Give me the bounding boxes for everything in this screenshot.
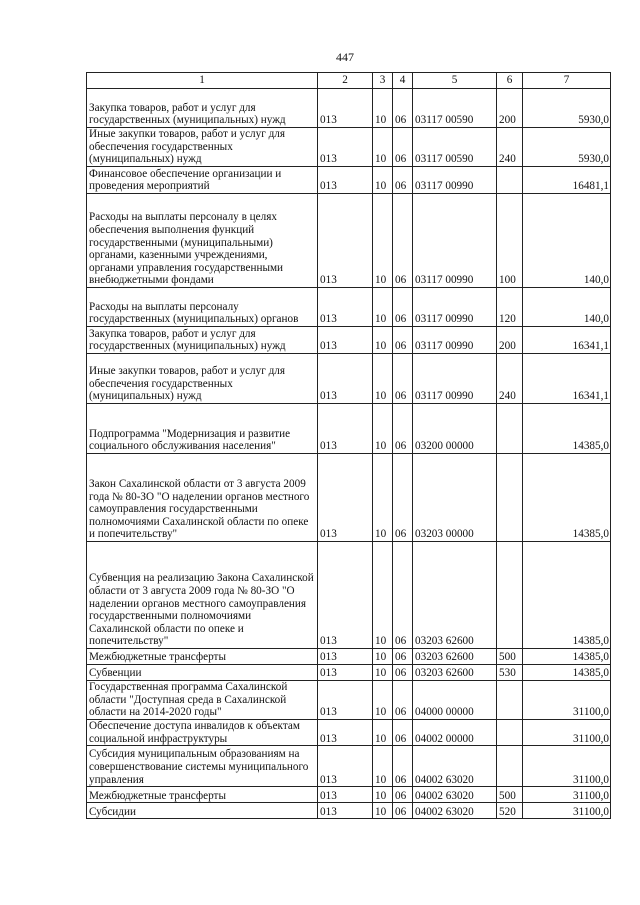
expense-type-code [497, 681, 523, 720]
amount-value: 14385,0 [523, 454, 611, 542]
budget-item-name: Государственная программа Сахалинской области "Доступная среда в Сахалинской области на 2014-2020 годы" [87, 681, 318, 720]
section-code: 10 [373, 288, 393, 327]
budget-item-name: Субсидии [87, 803, 318, 819]
table-row [87, 194, 611, 288]
expense-type-code: 120 [497, 288, 523, 327]
target-article-code: 03203 62600 [413, 542, 497, 649]
table-row [87, 649, 611, 665]
subsection-code: 06 [393, 354, 413, 404]
target-article-code: 04002 63020 [413, 746, 497, 787]
amount-value: 5930,0 [523, 128, 611, 167]
section-code: 10 [373, 89, 393, 128]
budget-item-name: Обеспечение доступа инвалидов к объектам социальной инфраструктуры [87, 720, 318, 746]
column-number: 1 [87, 73, 318, 89]
subsection-code: 06 [393, 167, 413, 194]
ministry-code: 013 [318, 194, 373, 288]
target-article-code: 03117 00990 [413, 354, 497, 404]
section-code: 10 [373, 681, 393, 720]
section-code: 10 [373, 803, 393, 819]
amount-value: 14385,0 [523, 542, 611, 649]
budget-item-name: Межбюджетные трансферты [87, 787, 318, 803]
table-row [87, 681, 611, 720]
target-article-code: 03203 62600 [413, 649, 497, 665]
amount-value: 31100,0 [523, 746, 611, 787]
table-row [87, 288, 611, 327]
target-article-code: 03117 00590 [413, 89, 497, 128]
expense-type-code: 200 [497, 327, 523, 354]
page-number: 447 [336, 50, 354, 64]
column-number: 5 [413, 73, 497, 89]
column-number-row [87, 73, 611, 89]
expense-type-code: 100 [497, 194, 523, 288]
amount-value: 5930,0 [523, 89, 611, 128]
section-code: 10 [373, 454, 393, 542]
table-row [87, 542, 611, 649]
table-row [87, 404, 611, 454]
target-article-code: 04002 00000 [413, 720, 497, 746]
section-code: 10 [373, 746, 393, 787]
column-number: 3 [373, 73, 393, 89]
subsection-code: 06 [393, 720, 413, 746]
ministry-code: 013 [318, 649, 373, 665]
budget-item-name: Иные закупки товаров, работ и услуг для обеспечения государственных (муниципальных) нужд [87, 354, 318, 404]
target-article-code: 03203 00000 [413, 454, 497, 542]
ministry-code: 013 [318, 665, 373, 681]
ministry-code: 013 [318, 327, 373, 354]
budget-item-name: Расходы на выплаты персоналу государственных (муниципальных) органов [87, 288, 318, 327]
amount-value: 16341,1 [523, 354, 611, 404]
expense-type-code: 530 [497, 665, 523, 681]
ministry-code: 013 [318, 404, 373, 454]
section-code: 10 [373, 649, 393, 665]
section-code: 10 [373, 327, 393, 354]
budget-item-name: Финансовое обеспечение организации и проведения мероприятий [87, 167, 318, 194]
amount-value: 31100,0 [523, 720, 611, 746]
expense-type-code: 240 [497, 354, 523, 404]
ministry-code: 013 [318, 803, 373, 819]
budget-item-name: Закупка товаров, работ и услуг для государственных (муниципальных) нужд [87, 327, 318, 354]
subsection-code: 06 [393, 803, 413, 819]
amount-value: 31100,0 [523, 787, 611, 803]
ministry-code: 013 [318, 681, 373, 720]
amount-value: 16341,1 [523, 327, 611, 354]
section-code: 10 [373, 354, 393, 404]
subsection-code: 06 [393, 746, 413, 787]
table-row [87, 327, 611, 354]
expense-type-code: 500 [497, 649, 523, 665]
amount-value: 16481,1 [523, 167, 611, 194]
ministry-code: 013 [318, 167, 373, 194]
table-row [87, 787, 611, 803]
target-article-code: 03203 62600 [413, 665, 497, 681]
section-code: 10 [373, 665, 393, 681]
amount-value: 140,0 [523, 194, 611, 288]
ministry-code: 013 [318, 720, 373, 746]
budget-item-name: Субвенции [87, 665, 318, 681]
expense-type-code: 200 [497, 89, 523, 128]
ministry-code: 013 [318, 288, 373, 327]
amount-value: 31100,0 [523, 803, 611, 819]
target-article-code: 03117 00990 [413, 167, 497, 194]
expense-type-code [497, 404, 523, 454]
subsection-code: 06 [393, 542, 413, 649]
expense-type-code [497, 167, 523, 194]
expense-type-code: 240 [497, 128, 523, 167]
column-number: 4 [393, 73, 413, 89]
target-article-code: 04002 63020 [413, 803, 497, 819]
section-code: 10 [373, 787, 393, 803]
budget-item-name: Закон Сахалинской области от 3 августа 2009 года № 80-ЗО "О наделении органов местного самоуправления государственными полномочиями Сахалинской области по опеке и попечительству" [87, 454, 318, 542]
expense-type-code [497, 720, 523, 746]
table-row [87, 167, 611, 194]
subsection-code: 06 [393, 327, 413, 354]
subsection-code: 06 [393, 288, 413, 327]
target-article-code: 03117 00990 [413, 288, 497, 327]
section-code: 10 [373, 128, 393, 167]
budget-item-name: Межбюджетные трансферты [87, 649, 318, 665]
table-row [87, 128, 611, 167]
column-number: 7 [523, 73, 611, 89]
subsection-code: 06 [393, 89, 413, 128]
amount-value: 31100,0 [523, 681, 611, 720]
table-row [87, 803, 611, 819]
section-code: 10 [373, 167, 393, 194]
expense-type-code: 520 [497, 803, 523, 819]
table-row [87, 665, 611, 681]
target-article-code: 03117 00990 [413, 327, 497, 354]
table-row [87, 89, 611, 128]
amount-value: 14385,0 [523, 649, 611, 665]
column-number: 2 [318, 73, 373, 89]
ministry-code: 013 [318, 354, 373, 404]
amount-value: 14385,0 [523, 665, 611, 681]
budget-table [86, 72, 611, 819]
budget-item-name: Субвенция на реализацию Закона Сахалинской области от 3 августа 2009 года № 80-ЗО "О наделении органов местного самоуправления государственными полномочиями Сахалинской области по опеке и попечительству" [87, 542, 318, 649]
section-code: 10 [373, 720, 393, 746]
expense-type-code [497, 454, 523, 542]
budget-item-name: Расходы на выплаты персоналу в целях обеспечения выполнения функций государственными (муниципальными) органами, казенными учреждениями, органами управления государственными внебюджетными фондами [87, 194, 318, 288]
subsection-code: 06 [393, 665, 413, 681]
target-article-code: 03200 00000 [413, 404, 497, 454]
table-row [87, 746, 611, 787]
section-code: 10 [373, 542, 393, 649]
amount-value: 140,0 [523, 288, 611, 327]
ministry-code: 013 [318, 542, 373, 649]
subsection-code: 06 [393, 681, 413, 720]
section-code: 10 [373, 194, 393, 288]
table-row [87, 354, 611, 404]
expense-type-code [497, 746, 523, 787]
expense-type-code [497, 542, 523, 649]
subsection-code: 06 [393, 128, 413, 167]
target-article-code: 03117 00990 [413, 194, 497, 288]
budget-item-name: Закупка товаров, работ и услуг для государственных (муниципальных) нужд [87, 89, 318, 128]
budget-item-name: Субсидия муниципальным образованиям на совершенствование системы муниципального управления [87, 746, 318, 787]
subsection-code: 06 [393, 194, 413, 288]
target-article-code: 03117 00590 [413, 128, 497, 167]
target-article-code: 04000 00000 [413, 681, 497, 720]
target-article-code: 04002 63020 [413, 787, 497, 803]
expense-type-code: 500 [497, 787, 523, 803]
column-number: 6 [497, 73, 523, 89]
ministry-code: 013 [318, 746, 373, 787]
section-code: 10 [373, 404, 393, 454]
ministry-code: 013 [318, 787, 373, 803]
ministry-code: 013 [318, 128, 373, 167]
table-row [87, 454, 611, 542]
table-row [87, 720, 611, 746]
subsection-code: 06 [393, 454, 413, 542]
budget-item-name: Подпрограмма "Модернизация и развитие социального обслуживания населения" [87, 404, 318, 454]
subsection-code: 06 [393, 404, 413, 454]
amount-value: 14385,0 [523, 404, 611, 454]
subsection-code: 06 [393, 787, 413, 803]
budget-item-name: Иные закупки товаров, работ и услуг для обеспечения государственных (муниципальных) нужд [87, 128, 318, 167]
subsection-code: 06 [393, 649, 413, 665]
ministry-code: 013 [318, 89, 373, 128]
ministry-code: 013 [318, 454, 373, 542]
